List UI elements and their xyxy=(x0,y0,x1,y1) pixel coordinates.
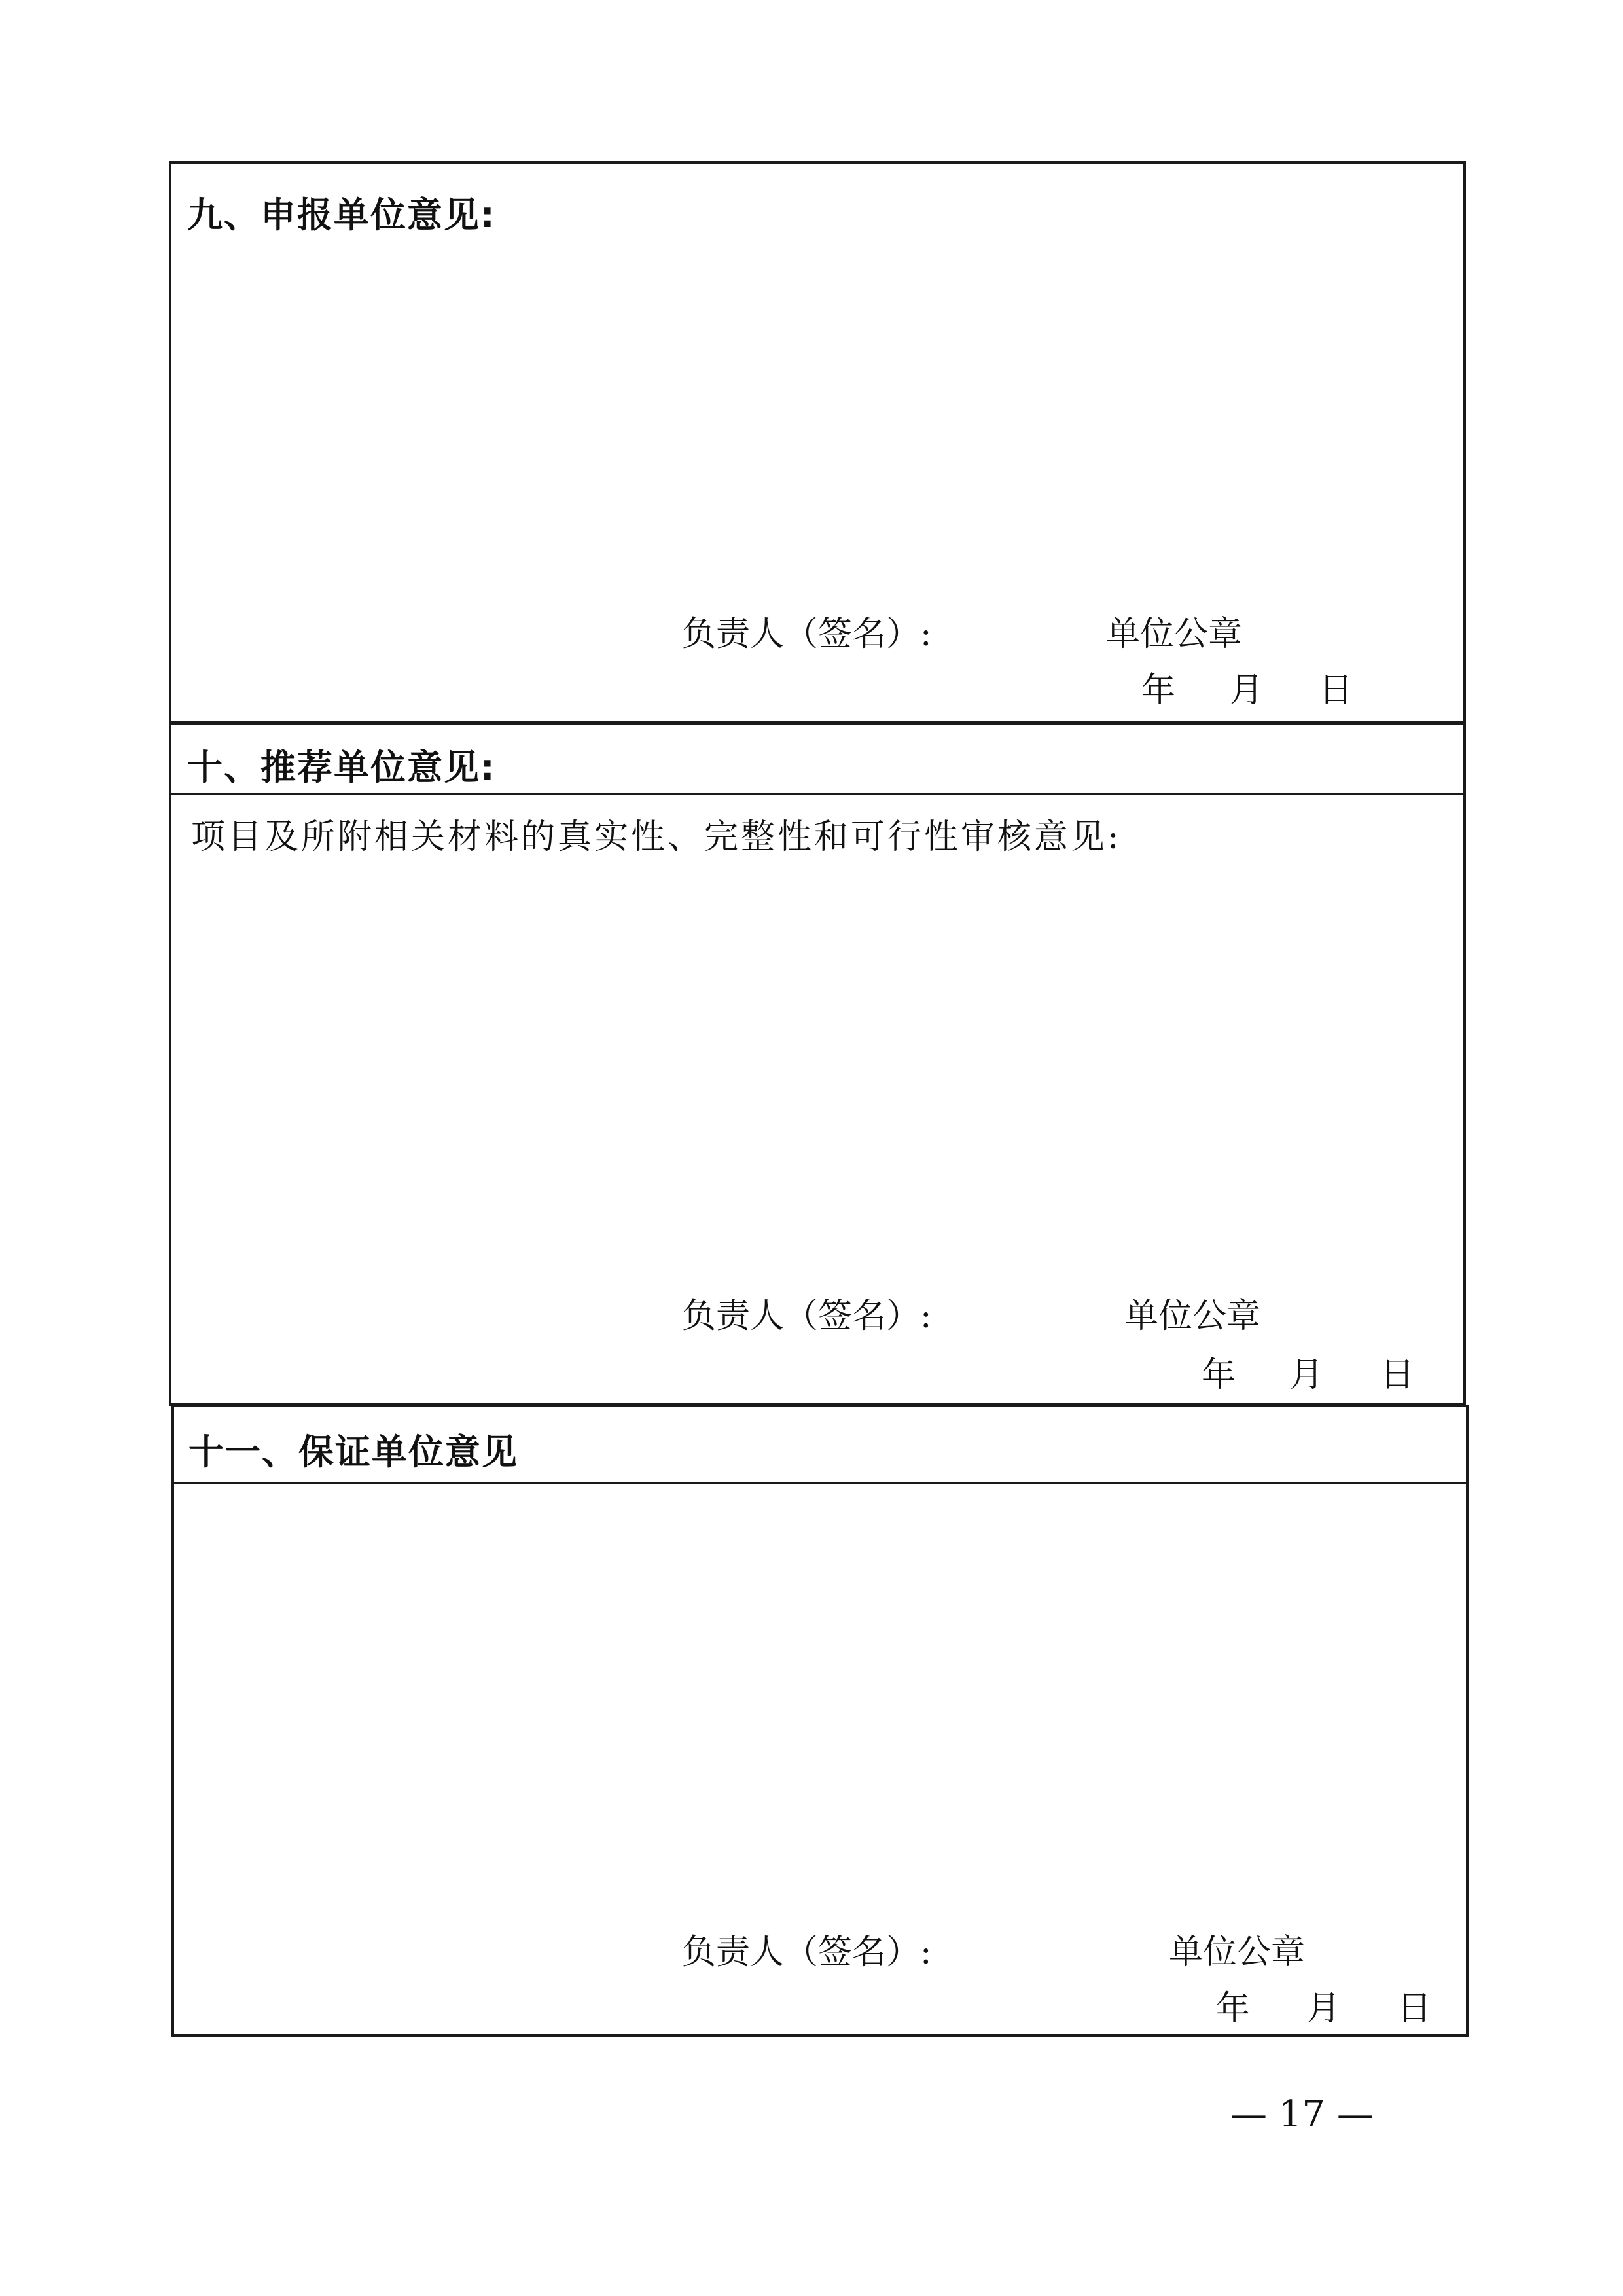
date-year: 年 xyxy=(1216,1989,1251,2028)
date-day: 日 xyxy=(1397,1989,1432,2028)
date-day: 日 xyxy=(1319,671,1353,710)
page-number: — 17 — xyxy=(1230,2093,1374,2136)
section-11-seal-label: 单位公章 xyxy=(1169,1933,1306,1972)
section-9-box xyxy=(169,161,1466,724)
section-10-heading: 十、推荐单位意见: xyxy=(187,747,496,788)
section-11-divider xyxy=(174,1482,1466,1484)
section-10-date xyxy=(1202,1347,1414,1396)
section-9-seal-label: 单位公章 xyxy=(1106,615,1243,654)
section-11-box xyxy=(171,1405,1469,2037)
section-10-prompt: 项目及所附相关材料的真实性、完整性和可行性审核意见: xyxy=(191,817,1122,857)
section-9-signer-label: 负责人（签名）: xyxy=(682,615,932,654)
section-11-signer-label: 负责人（签名）: xyxy=(682,1933,932,1972)
date-month: 月 xyxy=(1306,1989,1341,2028)
section-9-date xyxy=(1141,662,1353,711)
section-10-divider xyxy=(171,793,1463,795)
section-10-seal-label: 单位公章 xyxy=(1124,1297,1261,1336)
date-month: 月 xyxy=(1229,671,1264,710)
date-year: 年 xyxy=(1141,671,1176,710)
section-11-heading: 十一、保证单位意见 xyxy=(188,1431,518,1473)
section-9-heading: 九、申报单位意见: xyxy=(187,194,496,236)
section-10-box xyxy=(169,723,1466,1406)
date-day: 日 xyxy=(1380,1355,1415,1395)
date-year: 年 xyxy=(1202,1355,1236,1395)
section-10-signer-label: 负责人（签名）: xyxy=(682,1297,932,1336)
section-11-date xyxy=(1216,1981,1431,2030)
date-month: 月 xyxy=(1289,1355,1324,1395)
